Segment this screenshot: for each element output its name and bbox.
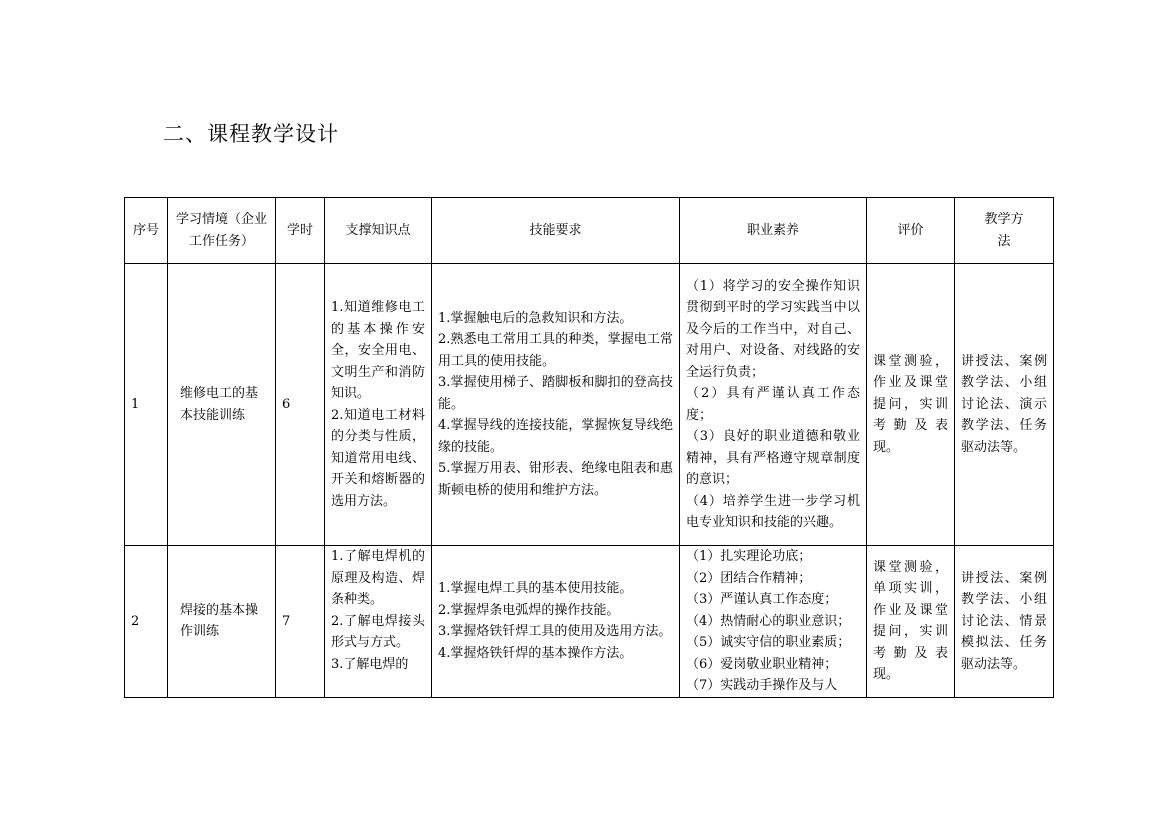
quality-item: （4）培养学生进一步学习机电专业知识和技能的兴趣。 <box>686 493 860 530</box>
header-hours: 学时 <box>276 198 325 264</box>
skill-item: 2.熟悉电工常用工具的种类，掌握电工常用工具的使用技能。 <box>438 332 673 369</box>
quality-item: （1）扎实理论功底； <box>686 549 812 564</box>
page-title: 二、课程教学设计 <box>163 122 339 146</box>
quality-item: （4）热情耐心的职业意识； <box>686 613 851 629</box>
skill-item: 3.掌握烙铁钎焊工具的使用及选用方法。 <box>438 624 672 640</box>
skill-item: 2.掌握焊条电弧焊的操作技能。 <box>438 602 620 618</box>
header-no: 序号 <box>125 198 168 264</box>
row-no: 1 <box>125 264 168 546</box>
quality-item: （3）良好的职业道德和敬业精神，具有严格遵守规章制度的意识； <box>686 429 860 487</box>
row-hours: 6 <box>276 264 325 546</box>
row-evaluation: 课堂测验，单项实训，作业及课堂提问，实训考勤及表现。 <box>867 546 955 698</box>
table-row <box>125 546 1054 698</box>
knowledge-item: 2.了解电焊接头形式与方式。 <box>331 613 425 650</box>
header-quality: 职业素养 <box>680 198 867 264</box>
row-quality <box>680 264 867 546</box>
header-skills: 技能要求 <box>432 198 680 264</box>
skill-item: 4.掌握导线的连接技能，掌握恢复导线绝缘的技能。 <box>438 418 673 455</box>
skill-item: 1.掌握电焊工具的基本使用技能。 <box>438 581 633 597</box>
row-quality <box>680 546 867 698</box>
skill-item: 5.掌握万用表、钳形表、绝缘电阻表和惠斯顿电桥的使用和维护方法。 <box>438 461 673 498</box>
quality-item: （1）将学习的安全操作知识贯彻到平时的学习实践当中以及今后的工作当中，对自己、对用户、对设备、对线路的安全运行负责； <box>686 278 860 380</box>
header-evaluation: 评价 <box>867 198 955 264</box>
course-design-table <box>124 197 1054 698</box>
knowledge-item: 1.了解电焊机的原理及构造、焊条种类。 <box>331 549 425 607</box>
row-skills <box>432 546 680 698</box>
row-knowledge <box>325 264 432 546</box>
row-evaluation: 课堂测验，作业及课堂提问，实训考勤及表现。 <box>867 264 955 546</box>
knowledge-item: 3.了解电焊的 <box>331 656 409 672</box>
skill-item: 1.掌握触电后的急救知识和方法。 <box>438 310 633 326</box>
table-row <box>125 264 1054 546</box>
quality-item: （2）具有严谨认真工作态度； <box>686 386 860 423</box>
row-knowledge <box>325 546 432 698</box>
knowledge-item: 2.知道电工材料的分类与性质，知道常用电线、开关和熔断器的选用方法。 <box>331 407 425 509</box>
knowledge-item: 1.知道维修电工的基本操作安全，安全用电、文明生产和消防知识。 <box>331 300 425 401</box>
row-method: 讲授法、案例教学法、小组讨论法、演示教学法、任务驱动法等。 <box>955 264 1054 546</box>
skill-item: 3.掌握使用梯子、踏脚板和脚扣的登高技能。 <box>438 375 673 412</box>
table-header-row <box>125 198 1054 264</box>
header-situation: 学习情境（企业工作任务） <box>168 198 276 264</box>
header-method: 教学方法 <box>955 198 1054 264</box>
quality-item: （3）严谨认真工作态度； <box>686 592 838 607</box>
quality-item: （5）诚实守信的职业素质； <box>686 635 851 650</box>
row-situation: 焊接的基本操作训练 <box>168 546 276 698</box>
row-situation: 维修电工的基本技能训练 <box>168 264 276 546</box>
quality-item: （7）实践动手操作及与人 <box>686 678 838 693</box>
quality-item: （6）爱岗敬业职业精神； <box>686 656 838 672</box>
skill-item: 4.掌握烙铁钎焊的基本操作方法。 <box>438 645 633 661</box>
row-no: 2 <box>125 546 168 698</box>
row-method: 讲授法、案例教学法、小组讨论法、情景模拟法、任务驱动法等。 <box>955 546 1054 698</box>
row-skills <box>432 264 680 546</box>
quality-item: （2）团结合作精神； <box>686 570 812 586</box>
header-knowledge: 支撑知识点 <box>325 198 432 264</box>
row-hours: 7 <box>276 546 325 698</box>
